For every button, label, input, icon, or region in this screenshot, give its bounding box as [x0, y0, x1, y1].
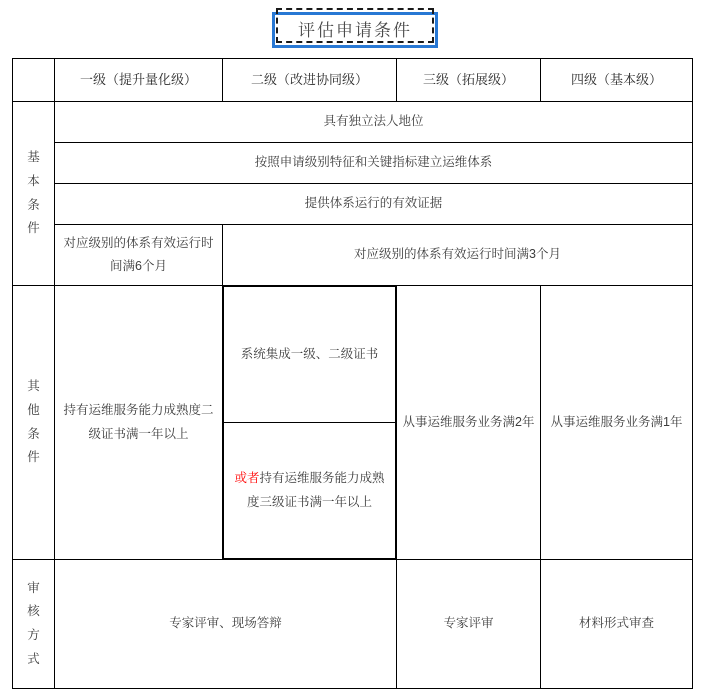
cell-other-level-2 — [223, 286, 397, 560]
nested-row-top — [224, 287, 396, 423]
cell-review-level-4: 材料形式审查 — [541, 560, 693, 689]
nested-split-table — [223, 286, 396, 559]
header-level-3: 三级（拓展级） — [397, 59, 541, 102]
table-header-row — [13, 59, 693, 102]
cell-other-level-4: 从事运维服务业务满1年 — [541, 286, 693, 560]
cell-basic-row2-all-levels: 按照申请级别特征和关键指标建立运维体系 — [55, 143, 693, 184]
cell-basic-row4-level-1: 对应级别的体系有效运行时间满6个月 — [55, 225, 223, 286]
cell-basic-row1-all-levels: 具有独立法人地位 — [55, 102, 693, 143]
nested-row-bottom — [224, 423, 396, 559]
table-row — [13, 560, 693, 689]
cell-review-levels-1-2: 专家评审、现场答辩 — [55, 560, 397, 689]
cell-other-level-2-bottom — [224, 423, 396, 559]
group-label-basic-conditions: 基本条件 — [13, 102, 55, 286]
group-label-review-method: 审核方式 — [13, 560, 55, 689]
page-title: 评估申请条件 — [298, 20, 412, 40]
cell-other-level-2-bottom-rest: 持有运维服务能力成熟度三级证书满一年以上 — [246, 471, 385, 509]
table-row — [13, 184, 693, 225]
cell-other-level-1: 持有运维服务能力成熟度二级证书满一年以上 — [55, 286, 223, 560]
table-row — [13, 225, 693, 286]
highlight-or: 或者 — [234, 471, 260, 486]
table-row — [13, 286, 693, 560]
group-label-other-conditions: 其他条件 — [13, 286, 55, 560]
table-row — [13, 102, 693, 143]
header-level-2: 二级（改进协同级） — [223, 59, 397, 102]
header-level-4: 四级（基本级） — [541, 59, 693, 102]
cell-basic-row4-levels-2-4: 对应级别的体系有效运行时间满3个月 — [223, 225, 693, 286]
cell-basic-row3-all-levels: 提供体系运行的有效证据 — [55, 184, 693, 225]
header-level-1: 一级（提升量化级） — [55, 59, 223, 102]
evaluation-conditions-table — [12, 58, 693, 689]
title-area — [0, 0, 704, 56]
title-box[interactable] — [272, 12, 438, 48]
table-row — [13, 143, 693, 184]
cell-review-level-3: 专家评审 — [397, 560, 541, 689]
header-corner-empty — [13, 59, 55, 102]
cell-other-level-2-top: 系统集成一级、二级证书 — [224, 287, 396, 423]
cell-other-level-3: 从事运维服务业务满2年 — [397, 286, 541, 560]
